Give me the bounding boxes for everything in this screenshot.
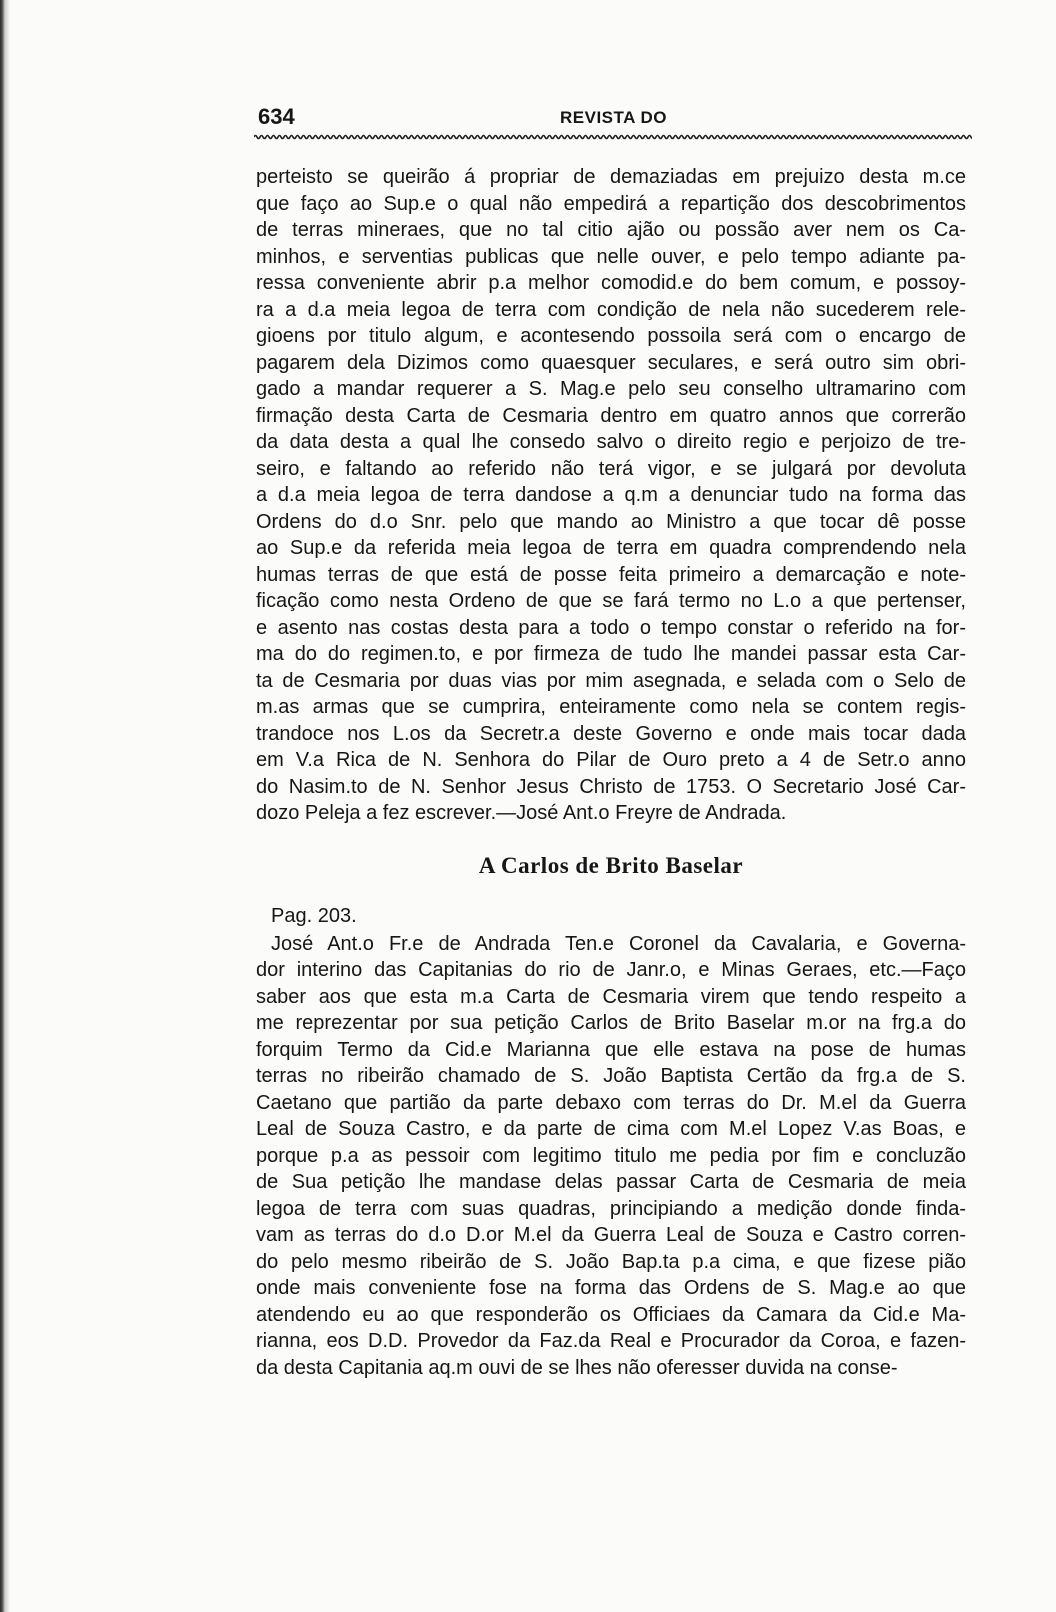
text-line: a d.a meia legoa de terra dandose a q.m a denunciar tudo na forma das: [256, 484, 966, 506]
paragraph-grant-opening: [256, 931, 966, 1382]
text-line: ra a d.a meia legoa de terra com condição de nela não sucederem rele-: [256, 298, 966, 321]
text-line: de terras mineraes, que no tal citio ajão ou possão aver nem os Ca-: [256, 219, 966, 241]
text-line: saber aos que esta m.a Carta de Cesmaria virem que tendo respeito a: [256, 985, 966, 1008]
text-line: do pelo mesmo ribeirão de S. João Bap.ta p.a cima, e que fizese pião: [256, 1250, 966, 1273]
text-line: seiro, e faltando ao referido não terá vigor, e se julgará por devoluta: [256, 457, 966, 480]
text-line: José Ant.o Fr.e de Andrada Ten.e Coronel da Cavalaria, e Governa-: [271, 932, 966, 955]
running-title: REVISTA DO: [560, 108, 668, 127]
page-binding-edge: [0, 0, 10, 1612]
text-line: da desta Capitania aq.m ouvi de se lhes não oferesser duvida na conse-: [256, 1356, 898, 1379]
text-line: ma do do regimen.to, e por firmeza de tudo lhe mandei passar esta Car-: [256, 643, 966, 665]
text-line: legoa de terra com suas quadras, principiando a medição donde finda-: [256, 1197, 966, 1220]
text-line: ao Sup.e da referida meia legoa de terra em quadra comprendendo nela: [256, 537, 966, 559]
text-line: ficação como nesta Ordeno de que se fará termo no L.o a que pertenser,: [256, 590, 966, 612]
text-line: atendendo eu ao que responderão os Officiaes da Camara da Cid.e Ma-: [256, 1303, 966, 1326]
text-line: forquim Termo da Cid.e Marianna que elle estava na pose de humas: [256, 1038, 966, 1061]
text-line: humas terras de que está de posse feita primeiro a demarcação e note-: [256, 563, 966, 586]
page-reference: Pag. 203.: [271, 904, 357, 927]
section-title: A Carlos de Brito Baselar: [478, 852, 744, 878]
text-line: m.as armas que se cumprira, enteiramente como nela se contem regis-: [256, 696, 966, 718]
text-line: ta de Cesmaria por duas vias por mim asegnada, e selada com o Selo de: [256, 669, 966, 692]
text-line: firmação desta Carta de Cesmaria dentro em quatro annos que correrão: [256, 404, 966, 427]
text-line: terras no ribeirão chamado de S. João Baptista Certão da frg.a de S.: [256, 1065, 966, 1087]
text-line: minhos, e serventias publicas que nelle ouver, e pelo tempo adiante pa-: [256, 245, 966, 268]
page-content: [256, 164, 966, 1381]
text-line: gioens por titulo algum, e acontesendo possoila será com o encargo de: [256, 325, 966, 347]
text-line: ressa conveniente abrir p.a melhor comodid.e do bem comum, e possoy-: [256, 272, 966, 294]
text-line: que faço ao Sup.e o qual não empedirá a repartição dos descobrimentos: [256, 192, 966, 215]
page-header: [258, 104, 970, 134]
text-line: rianna, eos D.D. Provedor da Faz.da Real e Procurador da Coroa, e fazen-: [256, 1330, 966, 1352]
text-line: dozo Peleja a fez escrever.—José Ant.o Freyre de Andrada.: [256, 802, 787, 824]
text-line: dor interino das Capitanias do rio de Janr.o, e Minas Geraes, etc.—Faço: [256, 959, 966, 981]
text-line: Leal de Souza Castro, e da parte de cima com M.el Lopez V.as Boas, e: [256, 1118, 966, 1140]
text-line: em V.a Rica de N. Senhora do Pilar de Ouro preto a 4 de Setr.o anno: [256, 749, 966, 771]
paragraph-grant-conclusion: [256, 164, 966, 827]
text-line: Ordens do d.o Snr. pelo que mando ao Ministro a que tocar dê posse: [256, 510, 966, 533]
header-wavy-rule: [254, 133, 972, 141]
text-line: pagarem dela Dizimos como quaesquer seculares, e será outro sim obri-: [256, 351, 966, 374]
text-line: gado a mandar requerer a S. Mag.e pelo seu conselho ultramarino com: [256, 378, 966, 400]
text-line: do Nasim.to de N. Senhor Jesus Christo de 1753. O Secretario José Car-: [256, 775, 966, 798]
text-line: de Sua petição lhe mandase delas passar Carta de Cesmaria de meia: [256, 1171, 966, 1193]
text-line: vam as terras do d.o D.or M.el da Guerra Leal de Souza e Castro corren-: [256, 1224, 966, 1246]
text-line: onde mais conveniente fose na forma das Ordens de S. Mag.e ao que: [256, 1277, 966, 1299]
text-line: perteisto se queirão á propriar de demaziadas em prejuizo desta m.ce: [256, 166, 966, 188]
page-number: 634: [258, 104, 295, 129]
text-line: e asento nas costas desta para a todo o tempo constar o referido na for-: [256, 616, 966, 639]
text-line: da data desta a qual lhe consedo salvo o direito regio e perjoizo de tre-: [256, 431, 966, 453]
text-line: trandoce nos L.os da Secretr.a deste Governo e onde mais tocar dada: [256, 722, 966, 745]
text-line: porque p.a as pessoir com legitimo titulo me pedia por fim e concluzão: [256, 1144, 966, 1167]
text-line: me reprezentar por sua petição Carlos de Brito Baselar m.or na frg.a do: [256, 1012, 966, 1034]
text-line: Caetano que partião da parte debaxo com terras do Dr. M.el da Guerra: [256, 1091, 966, 1114]
